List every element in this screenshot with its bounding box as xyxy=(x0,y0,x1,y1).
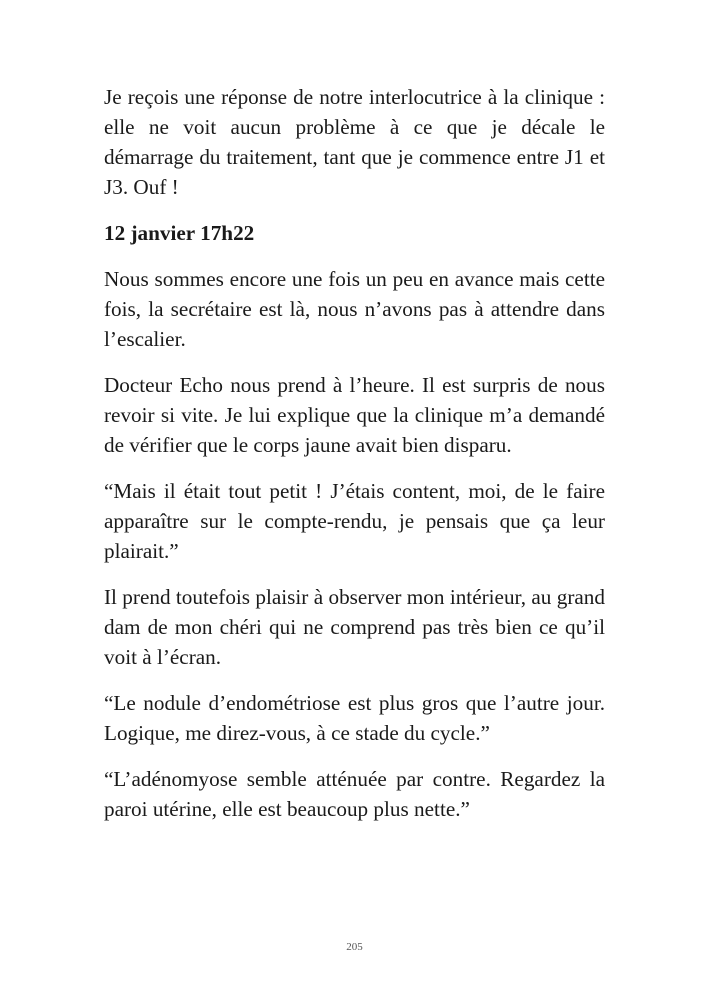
paragraph: “Mais il était tout petit ! J’étais content, moi, de le faire apparaître sur le compte-rendu, je pensais que ça leur plairait.” xyxy=(104,479,605,563)
paragraph: Nous sommes encore une fois un peu en avance mais cette fois, la secrétaire est là, nous n’avons pas à attendre dans l’escalier. xyxy=(104,267,605,351)
paragraph: “L’adénomyose semble atténuée par contre. Regardez la paroi utérine, elle est beaucoup plus nette.” xyxy=(104,767,605,821)
paragraph: Je reçois une réponse de notre interlocutrice à la clinique : elle ne voit aucun problème à ce que je décale le démarrage du traitement, tant que je commence entre J1 et J3. Ouf ! xyxy=(104,85,605,199)
paragraph: Il prend toutefois plaisir à observer mon intérieur, au grand dam de mon chéri qui ne comprend pas très bien ce qu’il voit à l’écran. xyxy=(104,585,605,669)
paragraph: “Le nodule d’endométriose est plus gros que l’autre jour. Logique, me direz-vous, à ce stade du cycle.” xyxy=(104,691,605,745)
page-body xyxy=(104,82,605,840)
paragraph: Docteur Echo nous prend à l’heure. Il est surpris de nous revoir si vite. Je lui explique que la clinique m’a demandé de vérifier que le corps jaune avait bien disparu. xyxy=(104,373,605,457)
page-number: 205 xyxy=(346,941,363,953)
section-heading: 12 janvier 17h22 xyxy=(104,221,255,245)
